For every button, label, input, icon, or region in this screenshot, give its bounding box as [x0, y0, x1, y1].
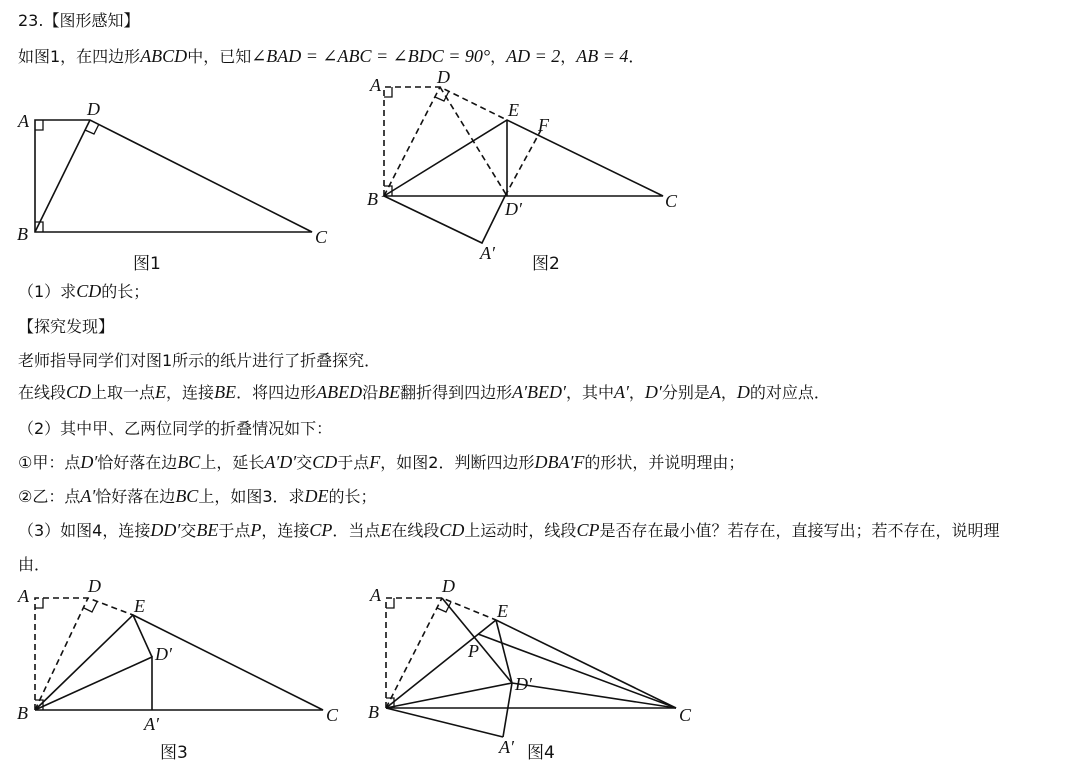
question-3: （3）如图4，连接DD′交BE于点P，连接CP．当点E在线段CD上运动时，线段CP是否存在最小值？若存在，直接写出；若不存在，说明理 [18, 520, 1000, 540]
fig4-label-C: C [679, 705, 692, 725]
fig4-label-E: E [497, 601, 508, 621]
fig4-line-BE [386, 620, 496, 708]
question-2b: ②乙：点A′恰好落在边BC上，如图3．求DE的长； [18, 486, 377, 506]
fig1-label-B: B [17, 224, 28, 244]
fig4-line-BAp [386, 708, 503, 737]
fig4-dashed-BD [386, 598, 442, 708]
fig4-line-BDp [386, 683, 512, 708]
intro-text: 老师指导同学们对图1所示的纸片进行了折叠探究． [18, 351, 381, 370]
fig3-label-B: B [17, 703, 28, 723]
explore-heading: 【探究发现】 [18, 317, 115, 336]
fig1-label-A: A [18, 111, 29, 131]
fig4-right-angle-A [386, 598, 394, 608]
fig2-label-F: F [538, 115, 549, 135]
fig4-line-DpAp [503, 683, 512, 737]
fig3-label-C: C [326, 705, 339, 725]
fig3-label-E: E [134, 596, 145, 616]
fig2-label-A: A [370, 75, 381, 95]
fig4-label-D: D [442, 576, 455, 596]
problem-heading: 23.【图形感知】 [18, 11, 140, 30]
fig4-label-Ap: A′ [499, 737, 514, 757]
question-2: （2）其中甲、乙两位同学的折叠情况如下： [18, 419, 333, 438]
question-1: （1）求CD的长； [18, 281, 150, 301]
fig3-caption: 图3 [160, 743, 188, 763]
fig4-caption: 图4 [527, 743, 555, 763]
fig2-label-Ap: A′ [480, 243, 495, 263]
fig3-label-A: A [18, 586, 29, 606]
question-2a: ①甲：点D′恰好落在边BC上，延长A′D′交CD于点F，如图2．判断四边形DBA′F的形状，并说明理由； [18, 452, 745, 472]
fig1-label-C: C [315, 227, 328, 247]
fig3-label-Ap: A′ [144, 714, 159, 734]
fig2-label-C: C [665, 191, 678, 211]
fold-description: 在线段CD上取一点E，连接BE．将四边形ABED沿BE翻折得到四边形A′BED′，其中A′，D′分别是A，D的对应点． [18, 382, 830, 402]
fig3-label-D: D [88, 576, 101, 596]
fig4-label-Dp: D′ [515, 674, 532, 694]
fig4-label-A: A [370, 585, 381, 605]
fig3-label-Dp: D′ [155, 644, 172, 664]
fig2-label-B: B [367, 189, 378, 209]
fig4-dashed-ABDE [386, 598, 496, 708]
fig1-label-D: D [87, 99, 100, 119]
fig4-line-PC [478, 634, 676, 708]
fig2-caption: 图2 [532, 254, 560, 274]
question-3-cont: 由． [18, 555, 51, 574]
problem-statement: 如图1，在四边形ABCD中，已知∠BAD = ∠ABC = ∠BDC = 90°，AD = 2，AB = 4． [18, 46, 645, 66]
fig4-label-B: B [368, 702, 379, 722]
fig2-label-D: D [437, 67, 450, 87]
fig2-label-E: E [508, 100, 519, 120]
fig2-label-Dp: D′ [505, 199, 522, 219]
fig1-caption: 图1 [133, 254, 161, 274]
fig4-label-P: P [468, 641, 479, 661]
